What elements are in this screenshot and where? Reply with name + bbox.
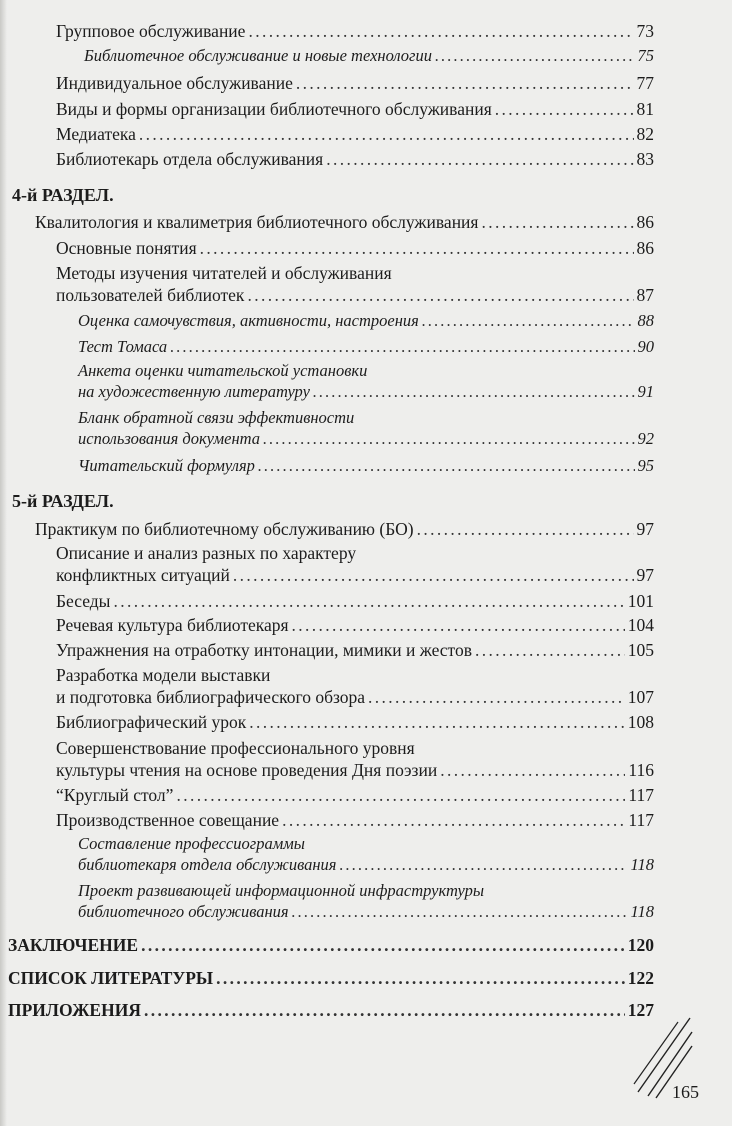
section-heading: 4-й РАЗДЕЛ. [12,185,114,205]
toc-entry: Оценка самочувствия, активности, настроения . . . 88 [78,310,654,332]
page-gutter-shadow [0,0,7,1126]
toc-entry-line1: Методы изучения читателей и обслуживания [56,263,392,283]
toc-entry: культуры чтения на основе проведения Дня поэзии . . . 116 [56,759,654,781]
toc-entry: Медиатека . . . 82 [56,123,654,145]
toc-entry: Производственное совещание . . . 117 [56,809,654,831]
toc-entry: на художественную литературу . . . 91 [78,381,654,403]
toc-entry: ПРИЛОЖЕНИЯ . . . 127 [8,999,654,1021]
toc-entry-line1: Составление профессиограммы [78,834,305,853]
toc-entry: и подготовка библиографического обзора . . . 107 [56,686,654,708]
toc-entry: библиотечного обслуживания . . . 118 [78,901,654,923]
toc-entry: Основные понятия . . . 86 [56,237,654,259]
toc-entry: Библиотечное обслуживание и новые технологии . . . 75 [84,45,654,67]
toc-entry: Квалитология и квалиметрия библиотечного обслуживания . . . 86 [35,211,654,233]
toc-entry: “Круглый стол” . . . 117 [56,784,654,806]
toc-entry-line1: Бланк обратной связи эффективности [78,408,355,427]
toc-entry: Библиотекарь отдела обслуживания . . . 83 [56,148,654,170]
toc-entry: Тест Томаса . . . 90 [78,336,654,358]
toc-entry: ЗАКЛЮЧЕНИЕ . . . 120 [8,934,654,956]
toc-entry-line1: Разработка модели выставки [56,665,271,685]
toc-entry-line1: Совершенствование профессионального уровня [56,738,415,758]
toc-entry: конфликтных ситуаций . . . 97 [56,564,654,586]
page-number: 165 [672,1082,699,1102]
toc-entry: Речевая культура библиотекаря . . . 104 [56,614,654,636]
toc-entry-line1: Описание и анализ разных по характеру [56,543,357,563]
toc-entry-line1: Проект развивающей информационной инфраструктуры [78,881,485,900]
toc-entry: Беседы . . . 101 [56,590,654,612]
toc-entry: Групповое обслуживание . . . 73 [56,20,654,42]
toc-entry: Упражнения на отработку интонации, мимики и жестов . . . 105 [56,639,654,661]
toc-entry: Читательский формуляр . . . 95 [78,455,654,477]
toc-entry: Виды и формы организации библиотечного обслуживания . . . 81 [56,98,654,120]
toc-entry: библиотекаря отдела обслуживания . . . 118 [78,854,654,876]
toc-entry-line1: Анкета оценки читательской установки [78,361,368,380]
toc-entry: Индивидуальное обслуживание . . . 77 [56,72,654,94]
section-heading: 5-й РАЗДЕЛ. [12,491,114,511]
toc-entry: СПИСОК ЛИТЕРАТУРЫ . . . 122 [8,967,654,989]
toc-entry: использования документа . . . 92 [78,428,654,450]
toc-entry: Практикум по библиотечному обслуживанию (БО) . . . 97 [35,518,654,540]
toc-entry: пользователей библиотек . . . 87 [56,284,654,306]
toc-entry: Библиографический урок . . . 108 [56,711,654,733]
